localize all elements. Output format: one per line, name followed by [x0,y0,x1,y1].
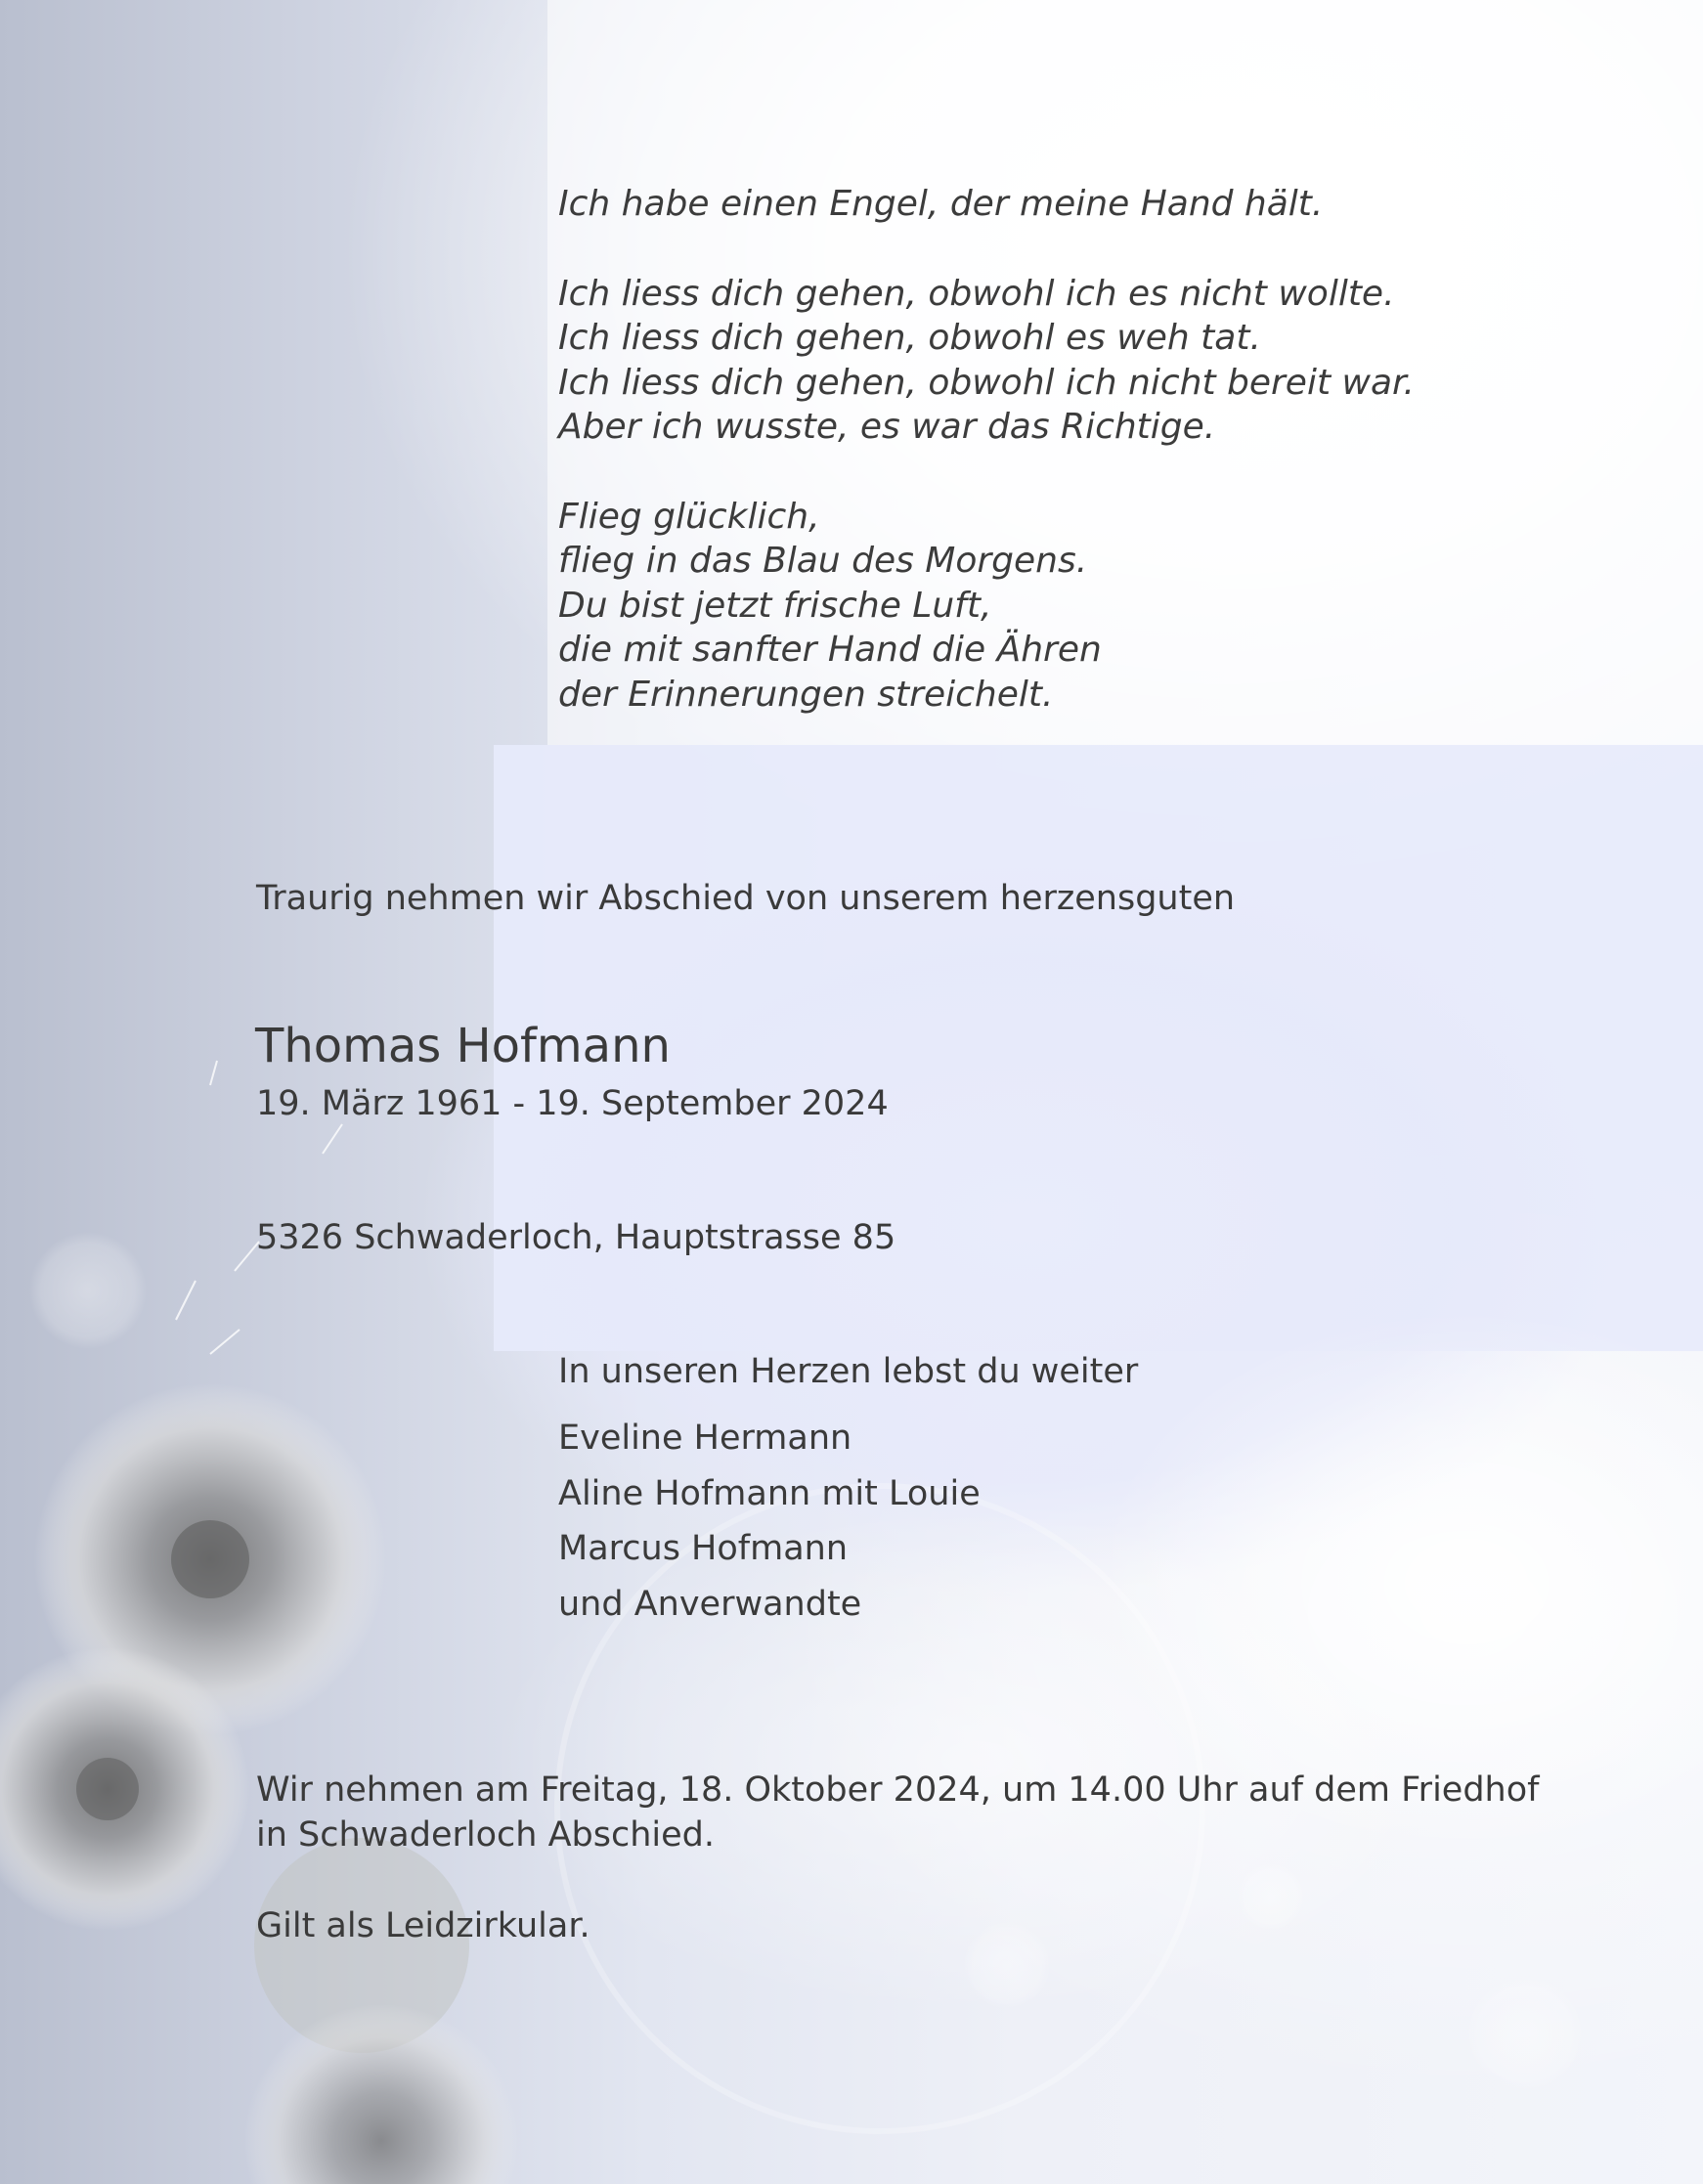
deceased-name: Thomas Hofmann [255,1019,671,1073]
poem-line: Du bist jetzt frische Luft, [558,585,992,626]
poem-line: Ich liess dich gehen, obwohl ich nicht bereit war. [558,362,1415,403]
mourner-name: Aline Hofmann mit Louie [558,1473,981,1513]
service-line: Wir nehmen am Freitag, 18. Oktober 2024, um 14.00 Uhr auf dem Friedhof [256,1770,1540,1810]
farewell-intro: Traurig nehmen wir Abschied von unserem herzensguten [256,879,1236,918]
mourners-list [558,1411,981,1632]
service-info [256,1768,1644,1857]
mourner-name: Marcus Hofmann [558,1529,849,1568]
poem-line: der Erinnerungen streichelt. [558,674,1054,715]
mourners-intro: In unseren Herzen lebst du weiter [558,1352,1139,1391]
poem-stanza [558,272,1536,450]
poem-line: flieg in das Blau des Morgens. [558,541,1088,581]
mourner-name: und Anverwandte [558,1584,862,1624]
poem [558,182,1536,717]
poem-line: Ich habe einen Engel, der meine Hand hält. [558,184,1324,224]
poem-line: Ich liess dich gehen, obwohl ich es nicht wollte. [558,273,1395,314]
bokeh-circle [1466,1975,1584,2092]
bokeh-circle [1237,1862,1305,1931]
address: 5326 Schwaderloch, Hauptstrasse 85 [256,1218,896,1257]
poem-line: die mit sanfter Hand die Ähren [558,630,1102,670]
bokeh-circle [963,1921,1051,2009]
life-dates: 19. März 1961 - 19. September 2024 [256,1084,889,1123]
dandelion-bottom [244,2004,518,2184]
circular-note: Gilt als Leidzirkular. [256,1906,590,1945]
mourner-name: Eveline Hermann [558,1419,852,1458]
poem-line: Flieg glücklich, [558,496,820,537]
poem-stanza [558,182,1536,227]
bokeh-circle [29,1232,147,1349]
service-line: in Schwaderloch Abschied. [256,1815,715,1855]
poem-line: Ich liess dich gehen, obwohl es weh tat. [558,318,1261,358]
poem-line: Aber ich wusste, es war das Richtige. [558,407,1216,447]
poem-stanza [558,495,1536,718]
